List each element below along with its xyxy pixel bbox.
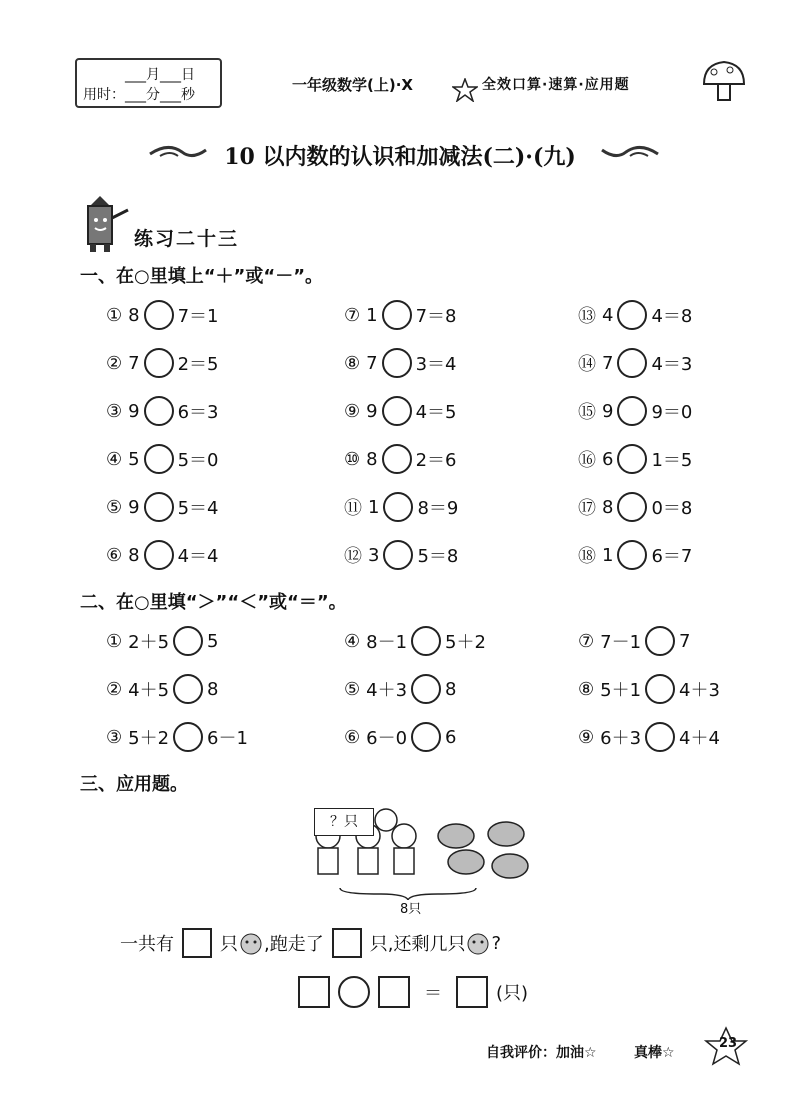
star-icon: [452, 78, 478, 102]
equation-box-result[interactable]: [456, 976, 488, 1008]
sentence-part-2: 只: [220, 934, 238, 955]
item-number: ⑱: [578, 546, 596, 567]
item-number: ③: [106, 726, 123, 748]
item-left-operand: 8: [602, 496, 614, 518]
self-evaluation: 自我评价：加油☆: [486, 1045, 597, 1061]
compare-item: [578, 626, 691, 656]
exercise-title: 练习二十三: [134, 228, 240, 250]
item-left-expression: 5＋2: [128, 728, 170, 749]
item-right-expression: 8＝9: [417, 498, 459, 519]
main-title: 10 以内数的认识和加减法(二)·(九): [224, 144, 576, 170]
fill-sign-item: [106, 300, 219, 330]
compare-item: [578, 722, 720, 752]
item-number: ④: [106, 448, 123, 470]
compare-item: [106, 674, 219, 704]
answer-box-total[interactable]: [182, 928, 212, 958]
item-number: ⑤: [106, 496, 123, 518]
compare-item: [344, 626, 486, 656]
fill-sign-item: [344, 444, 457, 474]
item-left-operand: 7: [366, 352, 378, 374]
fill-sign-item: [344, 492, 458, 522]
item-number: ①: [106, 630, 123, 652]
item-right-expression: 4＝5: [415, 402, 457, 423]
item-left-operand: 9: [128, 400, 140, 422]
answer-circle[interactable]: [411, 722, 441, 752]
item-left-expression: 6－0: [366, 728, 408, 749]
answer-circle[interactable]: [144, 540, 174, 570]
answer-circle[interactable]: [382, 300, 412, 330]
tiger-head-icon: [465, 930, 491, 956]
item-number: ⑦: [578, 630, 595, 652]
sentence-part-3: ,跑走了: [264, 934, 324, 955]
brace-label: 8只: [400, 902, 422, 917]
item-left-expression: 7－1: [600, 632, 642, 653]
item-left-operand: 9: [602, 400, 614, 422]
answer-circle[interactable]: [173, 722, 203, 752]
item-number: ⑦: [344, 304, 361, 326]
item-left-operand: 6: [602, 448, 614, 470]
item-right-expression: 0＝8: [651, 498, 693, 519]
item-number: ⑧: [578, 678, 595, 700]
item-number: ③: [106, 400, 123, 422]
fill-sign-item: [578, 444, 692, 474]
item-right-expression: 4＋4: [679, 728, 720, 749]
item-left-operand: 1: [368, 496, 380, 518]
item-left-operand: 3: [368, 544, 380, 566]
time-used-line: 用时：___分___秒: [83, 87, 195, 103]
fill-sign-item: [106, 540, 219, 570]
item-left-operand: 5: [128, 448, 140, 470]
fill-sign-item: [344, 396, 457, 426]
item-left-expression: 8－1: [366, 632, 408, 653]
item-left-operand: 1: [602, 544, 614, 566]
answer-circle[interactable]: [617, 540, 647, 570]
date-line: ___月___日: [125, 67, 195, 83]
item-right-expression: 5＋2: [445, 632, 486, 653]
answer-circle[interactable]: [144, 300, 174, 330]
item-right-expression: 6＝7: [651, 546, 693, 567]
item-number: ⑮: [578, 402, 596, 423]
item-right-expression: 7＝1: [177, 306, 219, 327]
answer-circle[interactable]: [411, 674, 441, 704]
great-label: 真棒☆: [634, 1045, 675, 1061]
compare-item: [344, 674, 457, 704]
question-sign: ？只: [314, 808, 374, 836]
answer-box-ran-away[interactable]: [332, 928, 362, 958]
word-problem-sentence: [120, 928, 501, 958]
item-right-expression: 9＝0: [651, 402, 693, 423]
date-time-box: [75, 58, 222, 108]
item-right-expression: 2＝5: [177, 354, 219, 375]
compare-item: [344, 722, 457, 752]
item-number: ⑫: [344, 546, 362, 567]
answer-circle[interactable]: [617, 444, 647, 474]
item-left-expression: 4＋3: [366, 680, 408, 701]
item-left-operand: 4: [602, 304, 614, 326]
fill-sign-item: [578, 492, 692, 522]
item-left-operand: 8: [128, 544, 140, 566]
answer-circle[interactable]: [144, 444, 174, 474]
item-number: ②: [106, 352, 123, 374]
fill-sign-item: [344, 348, 457, 378]
compare-item: [106, 626, 219, 656]
equals-sign: ＝: [424, 983, 442, 1004]
item-number: ⑪: [344, 498, 362, 519]
item-number: ⑯: [578, 450, 596, 471]
compare-item: [578, 674, 720, 704]
fill-sign-item: [578, 540, 692, 570]
fill-sign-item: [578, 348, 692, 378]
unit-label: (只): [496, 983, 529, 1004]
item-left-operand: 9: [128, 496, 140, 518]
answer-circle[interactable]: [382, 348, 412, 378]
section2-title: 二、在○里填“＞”“＜”或“＝”。: [80, 592, 347, 613]
item-number: ⑨: [578, 726, 595, 748]
item-right-expression: 4＋3: [679, 680, 720, 701]
sentence-part-4: 只,还剩几只: [369, 934, 466, 955]
pencil-mascot-icon: [78, 196, 134, 254]
answer-circle[interactable]: [144, 348, 174, 378]
answer-circle[interactable]: [144, 396, 174, 426]
item-number: ⑤: [344, 678, 361, 700]
mushroom-icon: [700, 58, 748, 106]
item-number: ⑨: [344, 400, 361, 422]
answer-circle[interactable]: [617, 300, 647, 330]
answer-circle[interactable]: [645, 674, 675, 704]
sentence-part-1: 一共有: [120, 934, 174, 955]
item-left-operand: 8: [366, 448, 378, 470]
item-left-operand: 1: [366, 304, 378, 326]
item-right-expression: 8: [207, 678, 219, 700]
item-right-expression: 4＝8: [651, 306, 693, 327]
item-number: ⑰: [578, 498, 596, 519]
answer-circle[interactable]: [382, 444, 412, 474]
page-number: 23: [718, 1036, 738, 1051]
item-right-expression: 5＝8: [417, 546, 459, 567]
answer-circle[interactable]: [173, 674, 203, 704]
item-left-operand: 7: [128, 352, 140, 374]
fill-sign-item: [106, 444, 219, 474]
item-number: ⑩: [344, 448, 361, 470]
item-number: ⑥: [106, 544, 123, 566]
fill-sign-item: [344, 540, 458, 570]
item-number: ④: [344, 630, 361, 652]
item-right-expression: 6＝3: [177, 402, 219, 423]
item-number: ⑬: [578, 306, 596, 327]
compare-item: [106, 722, 248, 752]
item-right-expression: 7: [679, 630, 691, 652]
answer-circle[interactable]: [617, 492, 647, 522]
fill-sign-item: [578, 396, 692, 426]
equation-box-2[interactable]: [378, 976, 410, 1008]
fill-sign-item: [106, 396, 219, 426]
fill-sign-item: [106, 492, 219, 522]
book-title: 一年级数学(上)·X: [292, 76, 413, 94]
equation-row: [298, 976, 528, 1008]
item-right-expression: 5: [207, 630, 219, 652]
item-right-expression: 3＝4: [415, 354, 457, 375]
sentence-part-5: ?: [491, 932, 502, 954]
item-left-expression: 6＋3: [600, 728, 642, 749]
right-swirl-ornament: [600, 138, 660, 166]
item-right-expression: 6－1: [207, 728, 248, 749]
item-right-expression: 4＝3: [651, 354, 693, 375]
item-right-expression: 5＝0: [177, 450, 219, 471]
answer-circle[interactable]: [411, 626, 441, 656]
item-left-expression: 4＋5: [128, 680, 170, 701]
answer-circle[interactable]: [617, 348, 647, 378]
section3-title: 三、应用题。: [80, 774, 188, 795]
fill-sign-item: [344, 300, 457, 330]
item-number: ①: [106, 304, 123, 326]
item-number: ②: [106, 678, 123, 700]
operator-circle[interactable]: [338, 976, 370, 1008]
answer-circle[interactable]: [173, 626, 203, 656]
answer-circle[interactable]: [382, 396, 412, 426]
item-right-expression: 6: [445, 726, 457, 748]
fill-sign-item: [106, 348, 219, 378]
item-right-expression: 4＝4: [177, 546, 219, 567]
answer-circle[interactable]: [383, 540, 413, 570]
answer-circle[interactable]: [645, 626, 675, 656]
item-left-operand: 7: [602, 352, 614, 374]
item-number: ⑧: [344, 352, 361, 374]
item-right-expression: 5＝4: [177, 498, 219, 519]
item-right-expression: 8: [445, 678, 457, 700]
item-number: ⑭: [578, 354, 596, 375]
item-right-expression: 1＝5: [651, 450, 693, 471]
equation-box-1[interactable]: [298, 976, 330, 1008]
item-left-operand: 8: [128, 304, 140, 326]
item-right-expression: 2＝6: [415, 450, 457, 471]
item-number: ⑥: [344, 726, 361, 748]
answer-circle[interactable]: [144, 492, 174, 522]
fill-sign-item: [578, 300, 692, 330]
series-title: 全效口算·速算·应用题: [482, 77, 630, 93]
answer-circle[interactable]: [617, 396, 647, 426]
answer-circle[interactable]: [645, 722, 675, 752]
item-right-expression: 7＝8: [415, 306, 457, 327]
item-left-expression: 5＋1: [600, 680, 642, 701]
item-left-operand: 9: [366, 400, 378, 422]
section1-title: 一、在○里填上“＋”或“－”。: [80, 266, 324, 287]
answer-circle[interactable]: [383, 492, 413, 522]
item-left-expression: 2＋5: [128, 632, 170, 653]
tiger-head-icon: [238, 930, 264, 956]
